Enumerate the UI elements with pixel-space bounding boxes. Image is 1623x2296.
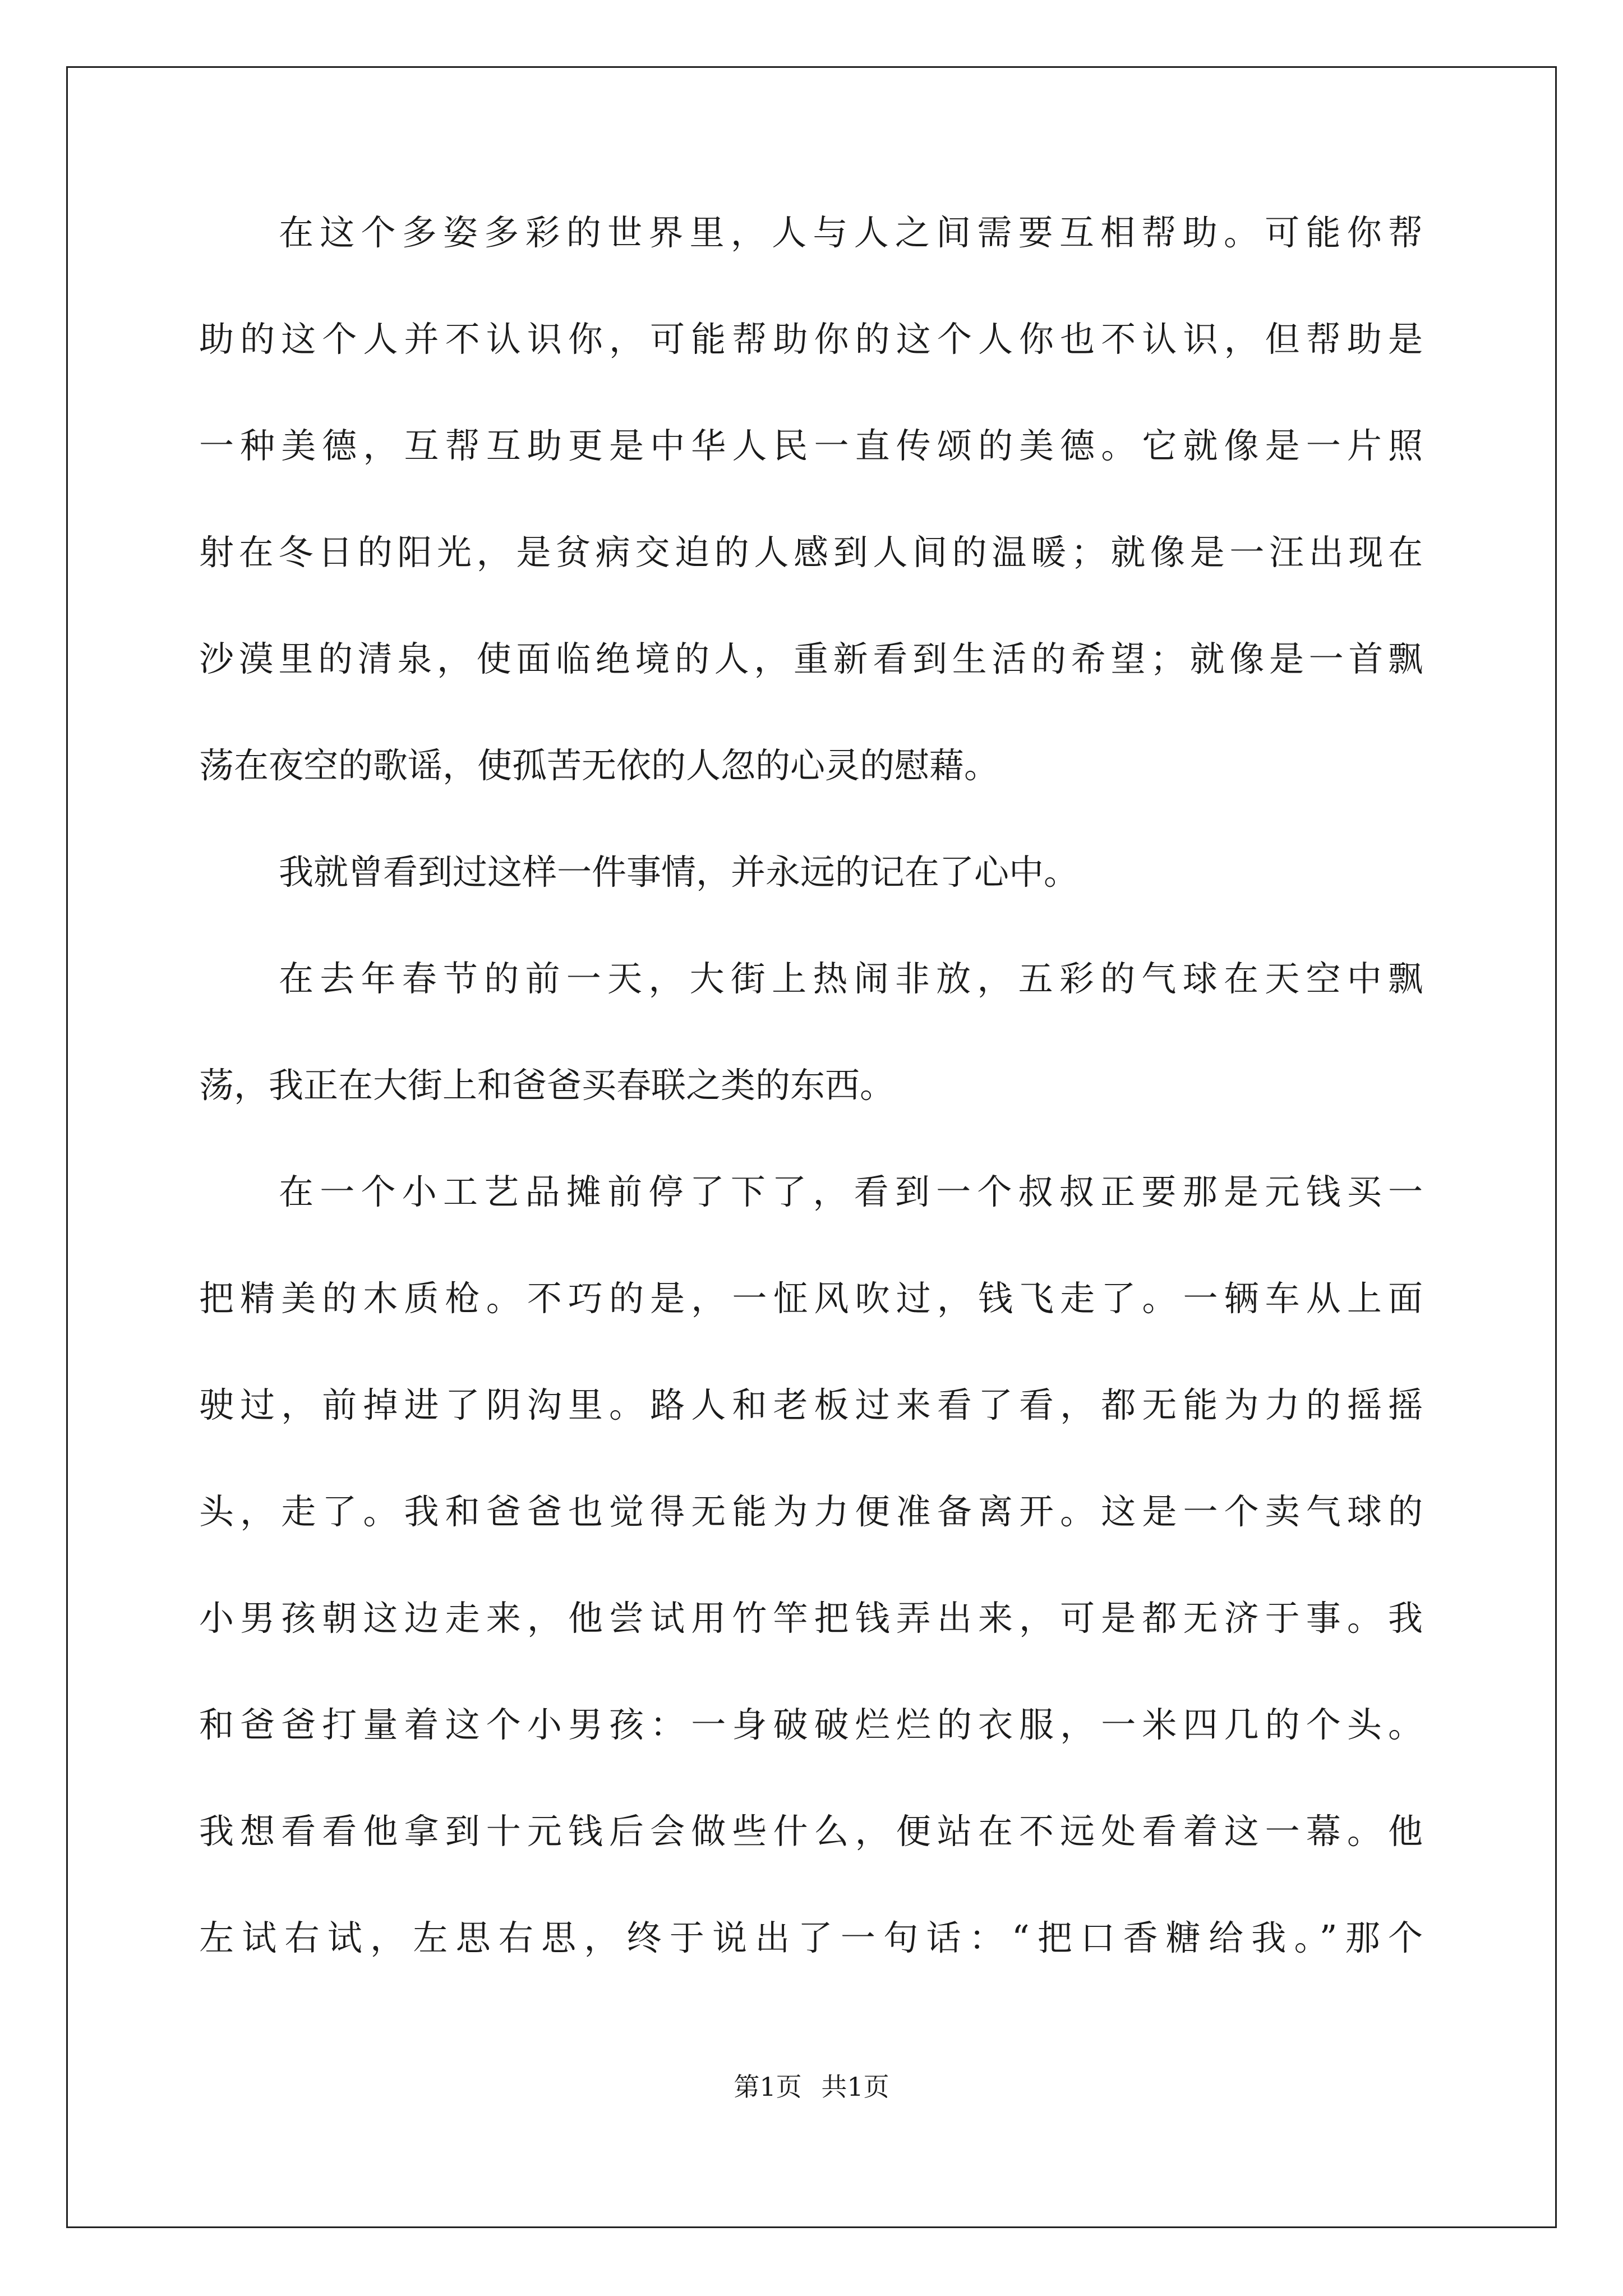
- text-line: 在去年春节的前一天，大街上热闹非放，五彩的气球在天空中飘: [279, 958, 1423, 999]
- text-line: 助的这个人并不认识你，可能帮助你的这个人你也不认识，但帮助是: [199, 319, 1423, 360]
- text-line: 头，走了。我和爸爸也觉得无能为力便准备离开。这是一个卖气球的: [199, 1491, 1423, 1532]
- text-line: 驶过，前掉进了阴沟里。路人和老板过来看了看，都无能为力的摇摇: [199, 1384, 1423, 1425]
- text-line: 小男孩朝这边走来，他尝试用竹竿把钱弄出来，可是都无济于事。我: [199, 1598, 1423, 1639]
- text-line: 把精美的木质枪。不巧的是，一怔风吹过，钱飞走了。一辆车从上面: [199, 1278, 1423, 1319]
- text-line: 沙漠里的清泉，使面临绝境的人，重新看到生活的希望；就像是一首飘: [199, 638, 1423, 679]
- page-total: 共1页: [821, 2072, 889, 2102]
- text-line: 在这个多姿多彩的世界里，人与人之间需要互相帮助。可能你帮: [279, 212, 1423, 253]
- article-body: [199, 213, 1423, 2025]
- text-line: 我就曾看到过这样一件事情，并永远的记在了心中。: [279, 852, 1079, 892]
- text-line: 射在冬日的阳光，是贫病交迫的人感到人间的温暖；就像是一汪出现在: [199, 532, 1423, 573]
- page-footer: [0, 2071, 1623, 2102]
- text-line: 我想看看他拿到十元钱后会做些什么，便站在不远处看着这一幕。他: [199, 1811, 1423, 1852]
- text-line: 荡在夜空的歌谣，使孤苦无依的人忽的心灵的慰藉。: [199, 745, 999, 786]
- text-line: 左试右试，左思右思，终于说出了一句话：“把口香糖给我。”那个: [199, 1917, 1423, 1958]
- text-line: 一种美德，互帮互助更是中华人民一直传颂的美德。它就像是一片照: [199, 425, 1423, 466]
- text-line: 和爸爸打量着这个小男孩：一身破破烂烂的衣服，一米四几的个头。: [199, 1704, 1423, 1745]
- page-number: 第1页: [734, 2072, 802, 2102]
- text-line: 在一个小工艺品摊前停了下了，看到一个叔叔正要那是元钱买一: [279, 1171, 1423, 1212]
- text-line: 荡，我正在大街上和爸爸买春联之类的东西。: [199, 1065, 895, 1106]
